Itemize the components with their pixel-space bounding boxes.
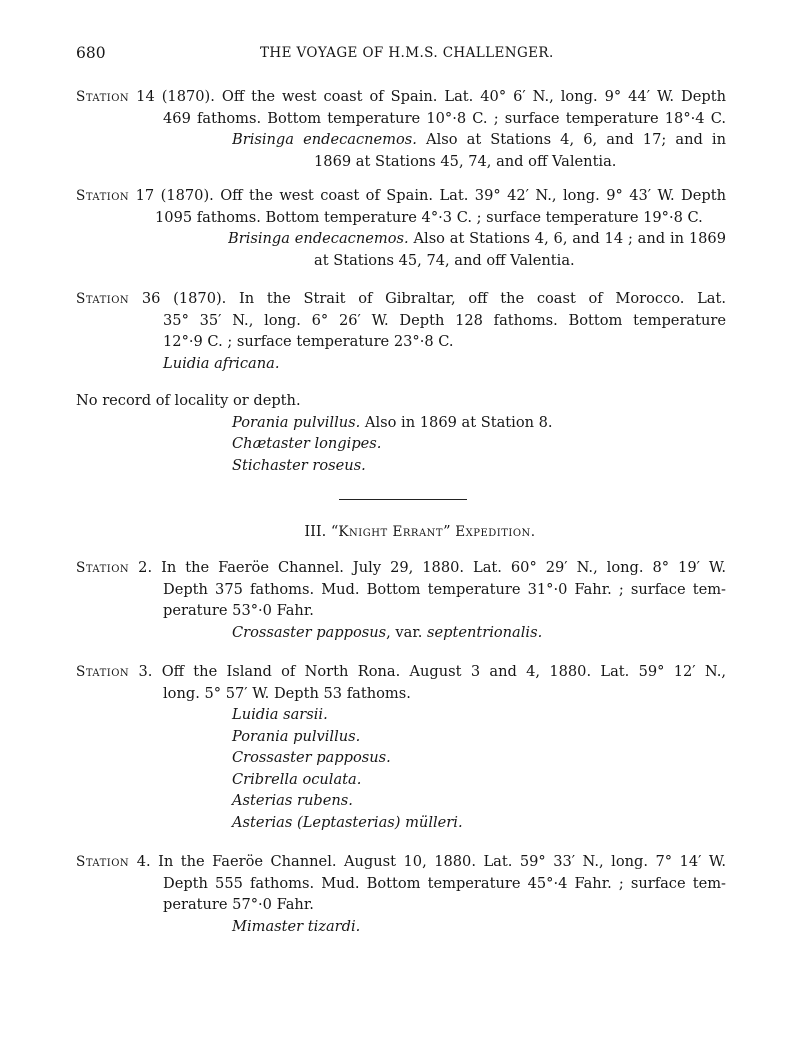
species-line: Brisinga endecacnemos. Also at Stations 4, 6, and 17; and in xyxy=(232,131,726,148)
station-details: 35° 35′ N., long. 6° 26′ W. Depth 128 fathoms. Bottom temperature xyxy=(163,311,726,329)
station-details: Depth 555 fathoms. Mud. Bottom temperature 45°·4 Fahr. ; surface tem- xyxy=(163,874,726,892)
species-line: Brisinga endecacnemos. Also at Stations 4, 6, and 14 ; and in 1869 xyxy=(228,230,726,247)
station-details: perature 53°·0 Fahr. xyxy=(163,602,314,619)
species-name: Chætaster longipes. xyxy=(232,435,382,452)
species-name: Stichaster roseus. xyxy=(232,456,366,474)
station-details: 1095 fathoms. Bottom temperature 4°·3 C. ; surface temperature 19°·8 C. xyxy=(155,208,703,226)
species-name: Crossaster papposus. xyxy=(232,749,391,766)
station-entry xyxy=(76,557,726,643)
station-details: 12°·9 C. ; surface temperature 23°·8 C. xyxy=(163,333,454,350)
species-name: Asterias (Leptasterias) mülleri. xyxy=(232,813,463,831)
no-record-entry xyxy=(76,390,726,476)
station-entry xyxy=(76,661,726,833)
station-entry xyxy=(76,288,726,374)
page-number: 680 xyxy=(76,44,106,62)
species-name: Asterias rubens. xyxy=(232,792,353,809)
station-details: Depth 375 fathoms. Mud. Bottom temperature 31°·0 Fahr. ; surface tem- xyxy=(163,580,726,598)
species-note: at Stations 45, 74, and off Valentia. xyxy=(314,251,575,269)
species-note: 1869 at Stations 45, 74, and off Valentia. xyxy=(314,152,617,170)
station-details: perature 57°·0 Fahr. xyxy=(163,896,314,913)
species-name: Luidia sarsii. xyxy=(232,706,328,723)
station-entry xyxy=(76,851,726,937)
station-heading: Station 14 (1870). Off the west coast of Spain. Lat. 40° 6′ N., long. 9° 44′ W. Depth xyxy=(76,88,726,105)
species-name: Mimaster tizardi. xyxy=(232,917,361,935)
species-line: Crossaster papposus, var. septentrionalis. xyxy=(232,623,543,641)
section-heading: III. “Knight Errant” Expedition. xyxy=(304,523,536,540)
species-line: Porania pulvillus. Also in 1869 at Station 8. xyxy=(232,413,553,431)
station-heading: Station 3. Off the Island of North Rona. August 3 and 4, 1880. Lat. 59° 12′ N., xyxy=(76,663,726,680)
station-details: long. 5° 57′ W. Depth 53 fathoms. xyxy=(163,684,411,702)
station-heading: Station 36 (1870). In the Strait of Gibraltar, off the coast of Morocco. Lat. xyxy=(76,290,726,307)
page-header xyxy=(76,44,724,64)
running-title: THE VOYAGE OF H.M.S. CHALLENGER. xyxy=(260,45,554,61)
station-entry xyxy=(76,185,726,271)
station-heading: Station 2. In the Faeröe Channel. July 29, 1880. Lat. 60° 29′ N., long. 8° 19′ W. xyxy=(76,559,726,576)
species-name: Cribrella oculata. xyxy=(232,770,362,788)
no-record-text: No record of locality or depth. xyxy=(76,392,301,409)
species-name: Porania pulvillus. xyxy=(232,727,361,745)
station-entry xyxy=(76,86,726,172)
station-heading: Station 4. In the Faeröe Channel. August 10, 1880. Lat. 59° 33′ N., long. 7° 14′ W. xyxy=(76,853,726,870)
section-divider xyxy=(339,499,467,500)
station-heading: Station 17 (1870). Off the west coast of Spain. Lat. 39° 42′ N., long. 9° 43′ W. Depth xyxy=(76,187,726,204)
species-name: Luidia africana. xyxy=(163,354,280,372)
station-details: 469 fathoms. Bottom temperature 10°·8 C. ; surface temperature 18°·4 C. xyxy=(163,109,726,127)
